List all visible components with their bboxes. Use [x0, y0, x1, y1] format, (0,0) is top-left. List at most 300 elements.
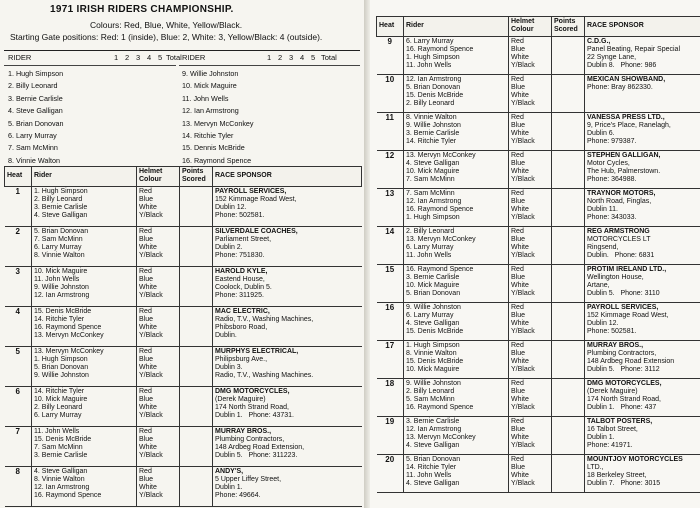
- helmet-colour: Blue: [511, 387, 526, 395]
- heat-rider: 15. Denis McBride: [406, 92, 464, 100]
- helmet-colour: White: [511, 168, 529, 176]
- sponsor-line: Parliament Street,: [215, 235, 272, 243]
- grid-divider: [179, 65, 360, 66]
- heat-number: 18: [377, 378, 404, 416]
- helmet-colour: White: [139, 244, 157, 252]
- helmet-colours: [509, 378, 552, 416]
- sponsor-line: Eastend House,: [215, 275, 265, 283]
- heat-rider: 14. Ritchie Tyler: [34, 315, 85, 323]
- sponsor-line: Dublin 12.: [215, 204, 247, 212]
- sponsor-line: (Derek Maguire): [215, 395, 266, 403]
- heat-number: 14: [377, 226, 404, 264]
- heat-number: 19: [377, 416, 404, 454]
- points-scored-field[interactable]: [180, 426, 213, 466]
- heat-rider: 9. Willie Johnston: [406, 121, 461, 129]
- rider-list-right: [182, 68, 254, 167]
- heat-row: [5, 226, 362, 266]
- heat-row: [377, 74, 700, 112]
- sponsor-line: Dublin 1.: [587, 434, 615, 442]
- helmet-colour: Blue: [139, 315, 154, 323]
- grid-rider-name: 10. Mick Maguire: [182, 81, 237, 91]
- sponsor-line: Dublin 5. Phone: 311223.: [215, 452, 298, 460]
- heat-row: [5, 306, 362, 346]
- heat-riders: [32, 306, 137, 346]
- sponsor-name: SILVERDALE COACHES,: [215, 227, 298, 235]
- helmet-colour: Y/Black: [139, 492, 163, 500]
- helmet-colour: Y/Black: [511, 328, 535, 336]
- heats-table-left: [4, 166, 362, 507]
- right-page: [370, 0, 700, 508]
- sponsor-line: 174 North Strand Road,: [215, 404, 289, 412]
- heat-rider: 8. Vinnie Walton: [406, 349, 457, 357]
- race-sponsor: [585, 378, 700, 416]
- heat-row: [377, 36, 700, 74]
- grid-rider-name: 2. Billy Leonard: [8, 81, 58, 91]
- helmet-colour: Blue: [139, 195, 154, 203]
- grid-divider: [4, 65, 176, 66]
- heat-riders: [404, 264, 509, 302]
- sponsor-name: MAC ELECTRIC,: [215, 307, 270, 315]
- sponsor-name: ANDY'S,: [215, 467, 244, 475]
- points-scored-field[interactable]: [180, 266, 213, 306]
- heat-rider: 9. Willie Johnston: [406, 303, 461, 311]
- helmet-colours: [137, 186, 180, 226]
- helmet-colour: White: [511, 358, 529, 366]
- grid-rider-name: 3. Bernie Carlisle: [8, 93, 63, 103]
- helmet-colour: Y/Black: [511, 442, 535, 450]
- heat-row: [377, 226, 700, 264]
- sponsor-line: Dublin 6.: [587, 130, 615, 138]
- race-sponsor: [213, 186, 362, 226]
- heat-rider: 13. Mervyn McConkey: [34, 347, 104, 355]
- th-rider: Rider: [32, 167, 137, 187]
- helmet-colour: White: [511, 396, 529, 404]
- heat-row: [5, 346, 362, 386]
- sponsor-line: Dublin 12.: [587, 320, 619, 328]
- heat-rider: 8. Vinnie Walton: [34, 475, 85, 483]
- sponsor-name: MEXICAN SHOWBAND,: [587, 75, 666, 83]
- heat-rider: 7. Sam McMinn: [34, 444, 83, 452]
- th-points: Points Scored: [180, 167, 213, 187]
- helmet-colour: White: [511, 320, 529, 328]
- grid-col-3b: 3: [289, 53, 294, 62]
- sponsor-line: Dublin 5. Phone: 3112: [587, 366, 660, 374]
- heat-rider: 6. Larry Murray: [406, 37, 454, 45]
- sponsor-name: PAYROLL SERVICES,: [587, 303, 659, 311]
- heat-number: 9: [377, 36, 404, 74]
- points-scored-field[interactable]: [552, 150, 585, 188]
- heat-riders: [32, 186, 137, 226]
- th-heat: Heat: [377, 17, 404, 37]
- grid-rider-name: 6. Larry Murray: [8, 131, 57, 141]
- helmet-colours: [137, 346, 180, 386]
- heat-number: 6: [5, 386, 32, 426]
- sponsor-name: MURPHYS ELECTRICAL,: [215, 347, 299, 355]
- sponsor-line: Artane,: [587, 282, 610, 290]
- grid-total-2: Total: [321, 53, 337, 62]
- heat-number: 13: [377, 188, 404, 226]
- race-sponsor: [585, 150, 700, 188]
- points-scored-field[interactable]: [552, 416, 585, 454]
- heat-rider: 16. Raymond Spence: [34, 324, 102, 332]
- helmet-colour: Red: [511, 37, 524, 45]
- sponsor-line: Phone: 751830.: [215, 252, 265, 260]
- helmet-colour: White: [139, 204, 157, 212]
- helmet-colour: Y/Black: [139, 332, 163, 340]
- sponsor-line: 16 Talbot Street,: [587, 425, 638, 433]
- heat-number: 3: [5, 266, 32, 306]
- race-sponsor: [213, 346, 362, 386]
- points-scored-field[interactable]: [552, 302, 585, 340]
- helmet-colour: White: [139, 284, 157, 292]
- helmet-colours: [137, 226, 180, 266]
- helmet-colour: Blue: [511, 425, 526, 433]
- sponsor-line: Phibsboro Road,: [215, 324, 268, 332]
- colours-line: Colours: Red, Blue, White, Yellow/Black.: [90, 20, 243, 30]
- heat-number: 10: [377, 74, 404, 112]
- helmet-colour: Blue: [139, 235, 154, 243]
- grid-rider-label-2: RIDER: [182, 53, 206, 62]
- sponsor-line: The Hub, Palmerstown.: [587, 168, 661, 176]
- heat-rider: 8. Vinnie Walton: [406, 113, 457, 121]
- points-scored-field[interactable]: [180, 306, 213, 346]
- th-helmet: Helmet Colour: [509, 17, 552, 37]
- heat-rider: 11. John Wells: [34, 427, 80, 435]
- heat-row: [377, 264, 700, 302]
- heat-riders: [404, 226, 509, 264]
- sponsor-line: North Road, Finglas,: [587, 197, 652, 205]
- heat-rider: 2. Billy Leonard: [406, 100, 455, 108]
- helmet-colour: Blue: [139, 435, 154, 443]
- helmet-colour: Red: [511, 455, 524, 463]
- race-sponsor: [585, 74, 700, 112]
- helmet-colour: Blue: [511, 197, 526, 205]
- heat-rider: 2. Billy Leonard: [406, 387, 455, 395]
- helmet-colour: White: [139, 484, 157, 492]
- points-scored-field[interactable]: [180, 226, 213, 266]
- helmet-colour: White: [511, 282, 529, 290]
- starting-gates-line: Starting Gate positions: Red: 1 (inside), Blue: 2, White: 3, Yellow/Black: 4 (outside).: [10, 32, 323, 42]
- helmet-colour: Y/Black: [511, 214, 535, 222]
- helmet-colour: White: [511, 206, 529, 214]
- points-scored-field[interactable]: [552, 264, 585, 302]
- helmet-colour: Blue: [511, 311, 526, 319]
- grid-rider-name: 9. Willie Johnston: [182, 69, 239, 78]
- heat-rider: 1. Hugh Simpson: [34, 355, 88, 363]
- sponsor-line: Radio, T.V., Washing Machines.: [215, 372, 314, 380]
- sponsor-line: Phone: 979387.: [587, 138, 637, 146]
- race-sponsor: [213, 466, 362, 506]
- grid-rider-name: 4. Steve Galligan: [8, 106, 63, 116]
- heat-rider: 15. Denis McBride: [406, 328, 464, 336]
- points-scored-field[interactable]: [552, 188, 585, 226]
- heat-riders: [32, 426, 137, 466]
- heat-rider: 4. Steve Galligan: [406, 320, 460, 328]
- helmet-colour: Blue: [511, 121, 526, 129]
- heat-rider: 10. Mick Maguire: [406, 366, 460, 374]
- heat-rider: 7. Sam McMinn: [406, 189, 455, 197]
- helmet-colour: Y/Black: [139, 212, 163, 220]
- heat-rider: 10. Mick Maguire: [34, 395, 88, 403]
- sponsor-line: Wellington House,: [587, 273, 644, 281]
- sponsor-name: MURRAY BROS.,: [215, 427, 272, 435]
- helmet-colour: White: [139, 404, 157, 412]
- sponsor-name: TALBOT POSTERS,: [587, 417, 653, 425]
- heat-number: 5: [5, 346, 32, 386]
- heat-rider: 2. Billy Leonard: [406, 227, 455, 235]
- rider-list-left: [8, 68, 64, 167]
- sponsor-line: Ringsend,: [587, 244, 619, 252]
- helmet-colour: Red: [511, 341, 524, 349]
- heat-riders: [32, 386, 137, 426]
- helmet-colour: Red: [511, 417, 524, 425]
- points-scored-field[interactable]: [552, 454, 585, 492]
- points-scored-field[interactable]: [552, 378, 585, 416]
- th-rider: Rider: [404, 17, 509, 37]
- helmet-colour: Blue: [511, 349, 526, 357]
- heat-rider: 4. Steve Galligan: [406, 159, 460, 167]
- race-sponsor: [585, 454, 700, 492]
- heat-riders: [404, 416, 509, 454]
- race-sponsor: [585, 340, 700, 378]
- helmet-colour: White: [511, 92, 529, 100]
- helmet-colour: Red: [511, 227, 524, 235]
- helmet-colour: Blue: [139, 275, 154, 283]
- heat-rider: 13. Mervyn McConkey: [406, 235, 476, 243]
- helmet-colour: Red: [139, 187, 152, 195]
- sponsor-line: Philipsburg Ave.,: [215, 355, 268, 363]
- sponsor-name: MURRAY BROS.,: [587, 341, 644, 349]
- heat-rider: 16. Raymond Spence: [406, 404, 474, 412]
- grid-rider-name: 14. Ritchie Tyler: [182, 131, 234, 141]
- sponsor-line: Phone: 364988.: [587, 176, 637, 184]
- heat-rider: 14. Ritchie Tyler: [406, 138, 457, 146]
- sponsor-line: 152 Kimmage Road West,: [587, 311, 669, 319]
- helmet-colour: Y/Black: [511, 62, 535, 70]
- helmet-colour: Y/Black: [511, 100, 535, 108]
- sponsor-line: Phone: 311925.: [215, 292, 264, 300]
- sponsor-name: HAROLD KYLE,: [215, 267, 268, 275]
- grid-col-5b: 5: [311, 53, 316, 62]
- helmet-colour: Red: [139, 467, 152, 475]
- helmet-colours: [509, 264, 552, 302]
- th-heat: Heat: [5, 167, 32, 187]
- heat-rider: 6. Larry Murray: [34, 412, 82, 420]
- helmet-colour: Y/Black: [139, 292, 163, 300]
- sponsor-line: Phone: 502581.: [587, 328, 637, 336]
- helmet-colours: [137, 306, 180, 346]
- helmet-colours: [137, 266, 180, 306]
- th-helmet: Helmet Colour: [137, 167, 180, 187]
- heat-row: [5, 386, 362, 426]
- sponsor-line: Phone: Bray 862330.: [587, 83, 653, 91]
- grid-col-2b: 2: [278, 53, 283, 62]
- helmet-colour: White: [511, 244, 529, 252]
- helmet-colours: [509, 340, 552, 378]
- helmet-colour: Y/Black: [139, 412, 163, 420]
- points-scored-field[interactable]: [180, 186, 213, 226]
- race-sponsor: [585, 188, 700, 226]
- sponsor-name: C.D.G.,: [587, 37, 611, 45]
- sponsor-line: Dublin 11.: [587, 206, 619, 214]
- helmet-colour: Red: [511, 265, 524, 273]
- sponsor-name: VANESSA PRESS LTD.,: [587, 113, 665, 121]
- sponsor-line: Phone: 41971.: [587, 442, 633, 450]
- heat-number: 7: [5, 426, 32, 466]
- heat-rider: 12. Ian Armstrong: [406, 425, 462, 433]
- heat-row: [377, 416, 700, 454]
- points-scored-field[interactable]: [552, 226, 585, 264]
- helmet-colour: Blue: [139, 355, 154, 363]
- points-scored-field[interactable]: [180, 346, 213, 386]
- helmet-colours: [509, 112, 552, 150]
- sponsor-line: Motor Cycles,: [587, 159, 630, 167]
- points-scored-field[interactable]: [552, 74, 585, 112]
- th-sponsor: RACE SPONSOR: [585, 17, 700, 37]
- heat-row: [5, 186, 362, 226]
- heat-rider: 15. Denis McBride: [34, 435, 92, 443]
- heat-rider: 13. Mervyn McConkey: [406, 151, 476, 159]
- heat-riders: [404, 112, 509, 150]
- heat-riders: [404, 302, 509, 340]
- heat-rider: 14. Ritchie Tyler: [34, 387, 85, 395]
- heat-riders: [32, 346, 137, 386]
- sponsor-line: Dublin 1. Phone: 437: [587, 404, 657, 412]
- sponsor-name: PAYROLL SERVICES,: [215, 187, 287, 195]
- helmet-colour: Red: [511, 303, 524, 311]
- helmet-colour: Y/Black: [511, 404, 535, 412]
- points-scored-field[interactable]: [552, 112, 585, 150]
- sponsor-line: 148 Ardbeg Road Extension,: [215, 444, 305, 452]
- helmet-colours: [509, 416, 552, 454]
- grid-rider-name: 5. Brian Donovan: [8, 118, 64, 128]
- heat-rider: 5. Brian Donovan: [34, 364, 89, 372]
- race-sponsor: [585, 302, 700, 340]
- sponsor-line: Plumbing Contractors,: [587, 349, 657, 357]
- sponsor-line: Dublin 2.: [215, 244, 243, 252]
- race-sponsor: [213, 226, 362, 266]
- helmet-colours: [509, 226, 552, 264]
- race-sponsor: [585, 36, 700, 74]
- heat-rider: 15. Denis McBride: [406, 358, 464, 366]
- sponsor-line: Dublin.: [215, 332, 237, 340]
- grid-col-4b: 4: [300, 53, 305, 62]
- grid-rider-name: 15. Dennis McBride: [182, 143, 245, 153]
- sponsor-line: 22 Synge Lane,: [587, 54, 637, 62]
- heat-rider: 10. Mick Maguire: [34, 267, 88, 275]
- helmet-colours: [509, 454, 552, 492]
- heat-row: [377, 188, 700, 226]
- helmet-colours: [137, 386, 180, 426]
- heat-rider: 6. Larry Murray: [406, 311, 454, 319]
- points-scored-field[interactable]: [552, 36, 585, 74]
- heat-rider: 4. Steve Galligan: [34, 467, 88, 475]
- heat-number: 4: [5, 306, 32, 346]
- heat-rider: 9. Willie Johnston: [34, 372, 89, 380]
- grid-col-1: 1: [114, 53, 119, 62]
- sponsor-line: 174 North Strand Road,: [587, 396, 661, 404]
- helmet-colours: [509, 36, 552, 74]
- sponsor-line: Panel Beating, Repair Special: [587, 45, 681, 53]
- points-scored-field[interactable]: [552, 340, 585, 378]
- helmet-colour: White: [511, 130, 529, 138]
- heat-rider: 13. Mervyn McConkey: [34, 332, 104, 340]
- helmet-colour: Red: [139, 387, 152, 395]
- heat-rider: 5. Sam McMinn: [406, 396, 455, 404]
- heat-rider: 12. Ian Armstrong: [406, 197, 462, 205]
- heat-rider: 5. Brian Donovan: [406, 455, 461, 463]
- heat-riders: [404, 36, 509, 74]
- sponsor-line: Phone: 49664.: [215, 492, 261, 500]
- grid-col-5: 5: [158, 53, 163, 62]
- heat-rider: 7. Sam McMinn: [34, 235, 83, 243]
- helmet-colour: White: [139, 444, 157, 452]
- grid-rider-name: 12. Ian Armstrong: [182, 106, 239, 116]
- heat-rider: 14. Ritchie Tyler: [406, 463, 457, 471]
- heat-rider: 11. John Wells: [34, 275, 80, 283]
- sponsor-name: TRAYNOR MOTORS,: [587, 189, 656, 197]
- heat-number: 12: [377, 150, 404, 188]
- race-sponsor: [213, 386, 362, 426]
- helmet-colour: Blue: [511, 45, 526, 53]
- sponsor-name: DMG MOTORCYCLES,: [587, 379, 662, 387]
- helmet-colour: Blue: [139, 395, 154, 403]
- heat-rider: 1. Hugh Simpson: [406, 341, 460, 349]
- heat-riders: [404, 150, 509, 188]
- sponsor-line: Dublin 5. Phone: 3110: [587, 290, 660, 298]
- sponsor-line: Phone: 343033.: [587, 214, 637, 222]
- helmet-colour: Red: [511, 189, 524, 197]
- helmet-colours: [509, 188, 552, 226]
- sponsor-line: LTD.,: [587, 463, 604, 471]
- heat-rider: 4. Steve Galligan: [406, 480, 460, 488]
- points-scored-field[interactable]: [180, 386, 213, 426]
- grid-rider-name: 11. John Wells: [182, 93, 229, 103]
- helmet-colour: White: [511, 472, 529, 480]
- th-points: Points Scored: [552, 17, 585, 37]
- heat-rider: 1. Hugh Simpson: [406, 54, 460, 62]
- helmet-colour: Y/Black: [511, 138, 535, 146]
- helmet-colour: Y/Black: [511, 290, 535, 298]
- heat-row: [377, 112, 700, 150]
- heat-rider: 7. Sam McMinn: [406, 176, 455, 184]
- sponsor-name: DMG MOTORCYCLES,: [215, 387, 290, 395]
- sponsor-line: 152 Kimmage Road West,: [215, 195, 297, 203]
- heat-rider: 6. Larry Murray: [34, 244, 82, 252]
- heat-riders: [32, 466, 137, 506]
- sponsor-line: 148 Ardbeg Road Extension: [587, 358, 675, 366]
- heat-row: [5, 266, 362, 306]
- grid-col-4: 4: [147, 53, 152, 62]
- heat-rider: 5. Brian Donovan: [406, 83, 461, 91]
- sponsor-line: Dublin 8. Phone: 986: [587, 62, 657, 70]
- helmet-colour: Blue: [511, 273, 526, 281]
- heat-rider: 2. Billy Leonard: [34, 404, 83, 412]
- helmet-colours: [509, 302, 552, 340]
- points-scored-field[interactable]: [180, 466, 213, 506]
- heat-rider: 2. Billy Leonard: [34, 195, 83, 203]
- heat-riders: [404, 74, 509, 112]
- heat-number: 11: [377, 112, 404, 150]
- heat-rider: 16. Raymond Spence: [406, 45, 474, 53]
- sponsor-name: PROTIM IRELAND LTD.,: [587, 265, 667, 273]
- helmet-colour: Red: [139, 307, 152, 315]
- heat-riders: [32, 226, 137, 266]
- heat-number: 20: [377, 454, 404, 492]
- heat-rider: 5. Brian Donovan: [34, 227, 89, 235]
- helmet-colour: Red: [139, 427, 152, 435]
- helmet-colour: White: [139, 364, 157, 372]
